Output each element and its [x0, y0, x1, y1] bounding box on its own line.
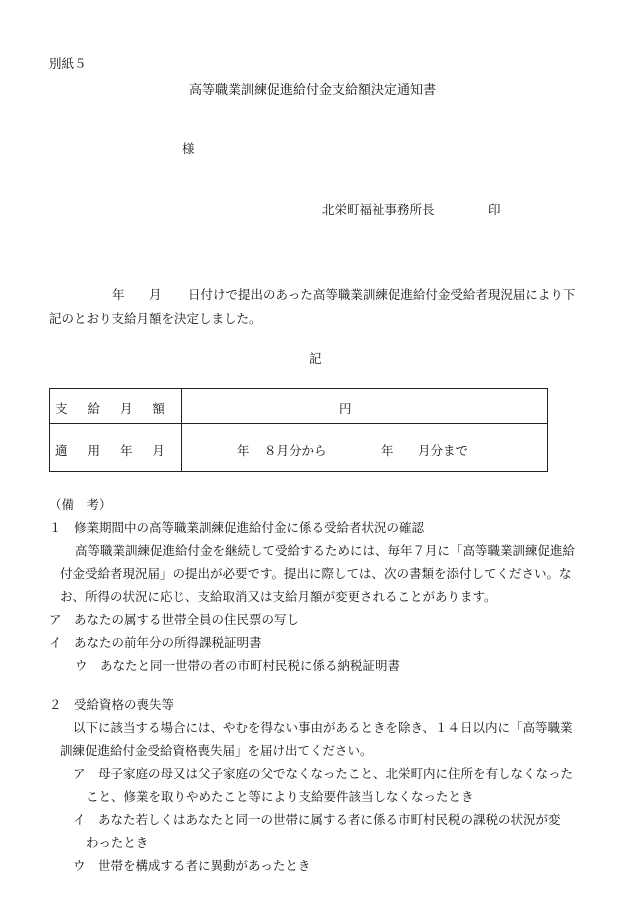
section-2-title: ２ 受給資格の喪失等 [49, 697, 175, 712]
ki-marker: 記 [309, 351, 322, 366]
document-title: 高等職業訓練促進給付金支給額決定通知書 [189, 83, 437, 98]
section-2-paragraph-line-2: 訓練促進給付金受給資格喪失届」を届け出てください。 [60, 743, 373, 758]
payment-table [49, 388, 548, 472]
period-start-month: ８月分から [264, 443, 327, 458]
section-2-paragraph-line-1: 以下に該当する場合には、やむを得ない事由があるときを除き、１４日以内に「高等職業 [73, 720, 573, 735]
monthly-amount-value: 円 [339, 401, 352, 416]
body-year-label: 年 [112, 287, 125, 302]
body-line-2: 記のとおり支給月額を決定しました。 [49, 311, 262, 326]
section-1-item-i: イ あなたの前年分の所得課税証明書 [49, 635, 262, 650]
period-end-year: 年 [381, 443, 394, 458]
section-2-item-i-line-2: わったとき [86, 835, 149, 850]
section-1-paragraph-line-1: 高等職業訓練促進給付金を継続して受給するためには、毎年７月に「高等職業訓練促進給 [75, 543, 576, 558]
monthly-amount-label: 支 給 月 額 [55, 401, 173, 416]
section-2-item-a-line-1: ア 母子家庭の母又は父子家庭の父でなくなったこと、北栄町内に住所を有しなくなった [73, 766, 574, 781]
period-end-month: 月分まで [418, 443, 469, 458]
applicable-period-label: 適 用 年 月 [55, 443, 173, 458]
table-row-divider [50, 423, 547, 424]
section-1-item-u: ウ あなたと同一世帯の者の市町村民税に係る納税証明書 [75, 658, 401, 673]
table-column-divider [181, 389, 182, 471]
section-2-item-u: ウ 世帯を構成する者に異動があったとき [73, 858, 311, 873]
notes-heading: （備 考） [49, 497, 112, 512]
section-1-title: １ 修業期間中の高等職業訓練促進給付金に係る受給者状況の確認 [49, 520, 425, 535]
section-2-item-i-line-1: イ あなた若しくはあなたと同一の世帯に属する者に係る市町村民税の課税の状況が変 [73, 812, 561, 827]
section-1-item-a: ア あなたの属する世帯全員の住民票の写し [49, 612, 300, 627]
section-1-paragraph-line-2: 付金受給者現況届」の提出が必要です。提出に際しては、次の書類を添付してください。な [60, 566, 572, 581]
attachment-label: 別紙５ [49, 56, 87, 71]
section-2-item-a-line-2: こと、修業を取りやめたこと等により支給要件該当しなくなったとき [86, 789, 474, 804]
period-start-year: 年 [237, 443, 250, 458]
addressee-honorific: 様 [182, 141, 195, 156]
section-1-paragraph-line-3: お、所得の状況に応じ、支給取消又は支給月額が変更されることがあります。 [60, 589, 497, 604]
sender-name: 北栄町福祉事務所長 [322, 202, 435, 217]
seal-mark: 印 [488, 202, 501, 217]
body-line-1: 日付けで提出のあった高等職業訓練促進給付金受給者現況届により下 [188, 287, 576, 302]
body-month-label: 月 [149, 287, 162, 302]
